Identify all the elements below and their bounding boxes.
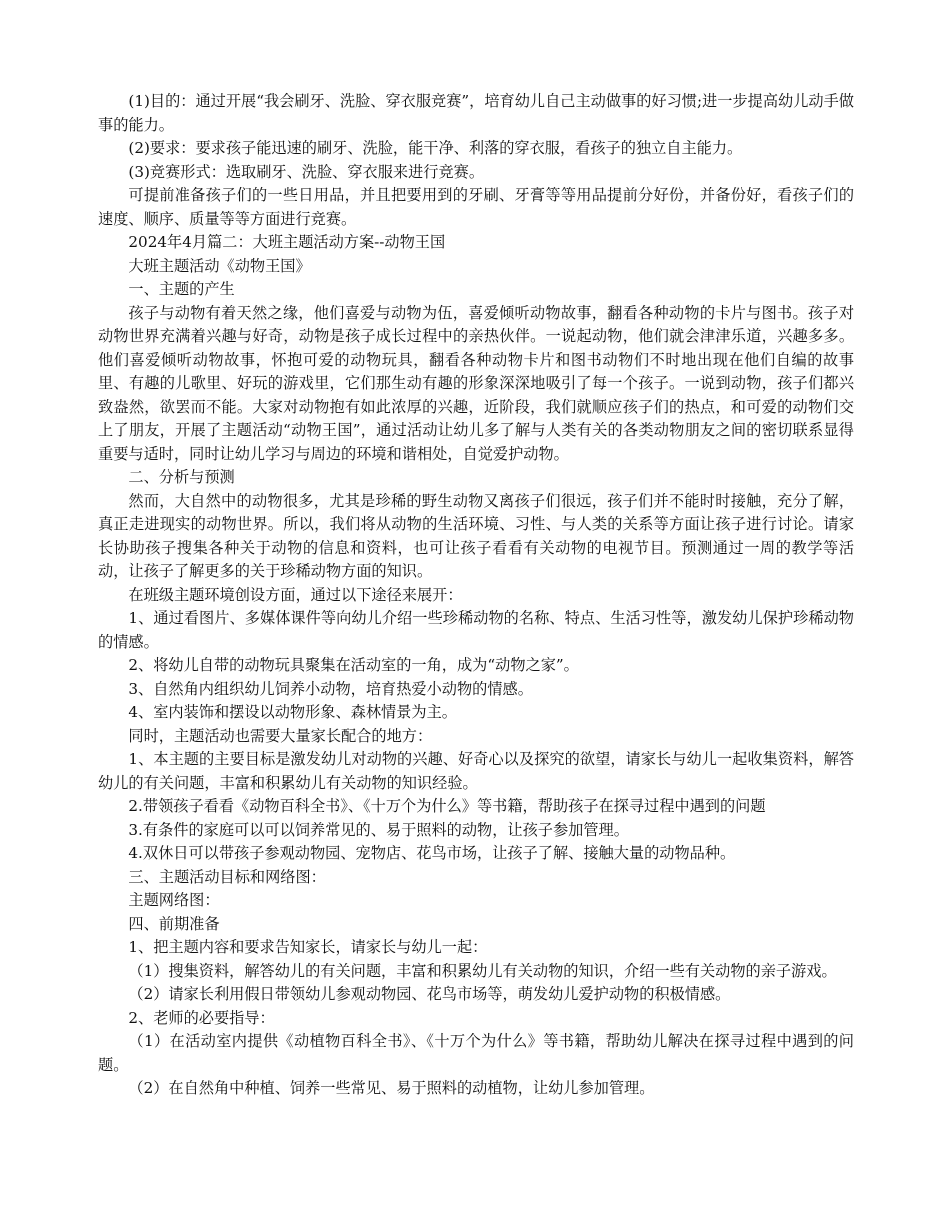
list-item: （1）搜集资料，解答幼儿的有关问题，丰富和积累幼儿有关动物的知识，介绍一些有关动物的亲子游戏。 bbox=[128, 961, 837, 980]
list-item: （2）请家长利用假日带领幼儿参观动物园、花鸟市场等，萌发幼儿爱护动物的积极情感。 bbox=[128, 985, 731, 1003]
list-item: 3、自然角内组织幼儿饲养小动物，培育热爱小动物的情感。 bbox=[128, 679, 533, 698]
list-item: 2、将幼儿自带的动物玩具聚集在活动室的一角，成为“动物之家”。 bbox=[128, 656, 579, 674]
list-item: 1、本主题的主要目标是激发幼儿对动物的兴趣、好奇心以及探究的欲望，请家长与幼儿一起收集资料，解答幼儿的有关问题，丰富和积累幼儿有关动物的知识经验。 bbox=[98, 750, 854, 792]
list-item: 1、把主题内容和要求告知家长，请家长与幼儿一起： bbox=[128, 938, 488, 956]
paragraph: 主题网络图： bbox=[128, 891, 220, 909]
paragraph: 可提前准备孩子们的一些日用品，并且把要用到的牙刷、牙膏等等用品提前分好份，并备份好，看孩子们的速度、顺序、质量等等方面进行竞赛。 bbox=[98, 186, 854, 228]
heading: 二、分析与预测 bbox=[128, 468, 235, 486]
paragraph: 同时，主题活动也需要大量家长配合的地方： bbox=[128, 726, 433, 745]
list-item: 4、室内装饰和摆设以动物形象、森林情景为主。 bbox=[128, 703, 457, 721]
paragraph: 然而，大自然中的动物很多，尤其是珍稀的野生动物又离孩子们很远，孩子们并不能时时接触，充分了解，真正走进现实的动物世界。所以，我们将从动物的生活环境、习性、与人类的关系等方面让孩子进行讨论。请家长协助孩子搜集各种关于动物的信息和资料，也可让孩子看看有关动物的电视节目。预测通过一周的教学等活动，让孩子了解更多的关于珍稀动物方面的知识。 bbox=[98, 491, 854, 580]
heading: 一、主题的产生 bbox=[128, 280, 235, 298]
heading: 四、前期准备 bbox=[128, 914, 220, 933]
activity-title: 大班主题活动《动物王国》 bbox=[128, 256, 311, 275]
list-item: 1、通过看图片、多媒体课件等向幼儿介绍一些珍稀动物的名称、特点、生活习性等，激发幼儿保护珍稀动物的情感。 bbox=[98, 609, 854, 651]
list-item: 2、老师的必要指导： bbox=[128, 1008, 275, 1027]
paragraph: (3)竞赛形式：选取刷牙、洗脸、穿衣服来进行竞赛。 bbox=[128, 162, 485, 181]
list-item: （2）在自然角中种植、饲养一些常见、易于照料的动植物，让幼儿参加管理。 bbox=[128, 1079, 655, 1097]
paragraph: 在班级主题环境创设方面，通过以下途径来展开： bbox=[128, 585, 463, 604]
list-item: 2.带领孩子看看《动物百科全书》、《十万个为什么》等书籍，帮助孩子在探寻过程中遇到的问题 bbox=[128, 797, 766, 815]
paragraph: (1)目的：通过开展“我会刷牙、洗脸、穿衣服竞赛”，培育幼儿自己主动做事的好习惯;进一步提高幼儿动手做事的能力。 bbox=[98, 92, 854, 134]
section-title: 2024年4月篇二：大班主题活动方案--动物王国 bbox=[128, 233, 446, 251]
heading: 三、主题活动目标和网络图： bbox=[128, 867, 326, 886]
list-item: 3.有条件的家庭可以可以饲养常见的、易于照料的动物，让孩子参加管理。 bbox=[128, 820, 629, 839]
list-item: 4.双休日可以带孩子参观动物园、宠物店、花鸟市场，让孩子了解、接触大量的动物品种。 bbox=[128, 844, 736, 862]
list-item: （1）在活动室内提供《动植物百科全书》、《十万个为什么》等书籍，帮助幼儿解决在探寻过程中遇到的问题。 bbox=[98, 1032, 854, 1074]
paragraph: (2)要求：要求孩子能迅速的刷牙、洗脸，能干净、利落的穿衣服，看孩子的独立自主能力。 bbox=[128, 139, 743, 157]
paragraph: 孩子与动物有着天然之缘，他们喜爱与动物为伍，喜爱倾听动物故事，翻看各种动物的卡片与图书。孩子对动物世界充满着兴趣与好奇，动物是孩子成长过程中的亲热伙伴。一说起动物，他们就会津津乐道，兴趣多多。他们喜爱倾听动物故事，怀抱可爱的动物玩具，翻看各种动物卡片和图书动物们不时地出现在他们自编的故事里、有趣的儿歌里、好玩的游戏里，它们那生动有趣的形象深深地吸引了每一个孩子。一说到动物，孩子们都兴致盎然，欲罢而不能。大家对动物抱有如此浓厚的兴趣，近阶段，我们就顺应孩子们的热点，和可爱的动物们交上了朋友，开展了主题活动“动物王国”，通过活动让幼儿多了解与人类有关的各类动物朋友之间的密切联系显得重要与适时，同时让幼儿学习与周边的环境和谐相处，自觉爱护动物。 bbox=[98, 303, 854, 463]
